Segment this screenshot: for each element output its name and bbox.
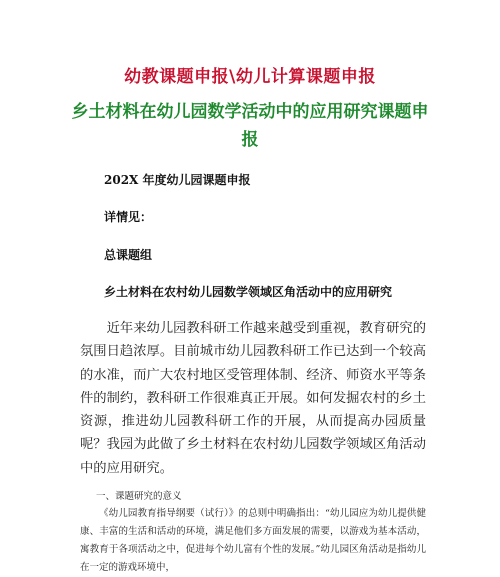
section-paragraph: 《幼儿园教育指导纲要（试行）》的总则中明确指出：“幼儿园应为幼儿提供健康、丰富的生活和活动的环境，满足他们多方面发展的需要，以游戏为基本活动，寓教育于各项活动之中，促进每个幼儿富有个性的发展。”幼儿园区角活动是指幼儿在一定的游戏环境中， [80,508,426,573]
document-title: 幼教课题申报\幼儿计算课题申报 [124,67,376,87]
meta-line-year: 202X 年度幼儿园课题申报 [104,173,251,187]
meta-line-group: 总课题组 [104,248,153,262]
body-paragraph: 近年来幼儿园教科研工作越来越受到重视，教育研究的氛围日趋浓厚。目前城市幼儿园教科研工作已达到一个较高的水准，而广大农村地区受管理体制、经济、师资水平等条件的制约，教科研工作很难真正开展。如何发掘农村的乡土资源，推进幼儿园教科研工作的开展，从而提高办园质量呢？我园为此做了乡土材料在农村幼儿园数学领域区角活动中的应用研究。 [80,321,426,476]
section-heading: 一、课题研究的意义 [96,491,182,502]
document-subtitle: 乡土材料在幼儿园数学活动中的应用研究课题申报 [71,102,429,150]
meta-line-topic: 乡土材料在农村幼儿园数学领域区角活动中的应用研究 [104,285,393,299]
meta-line-details: 详情见： [104,210,153,224]
